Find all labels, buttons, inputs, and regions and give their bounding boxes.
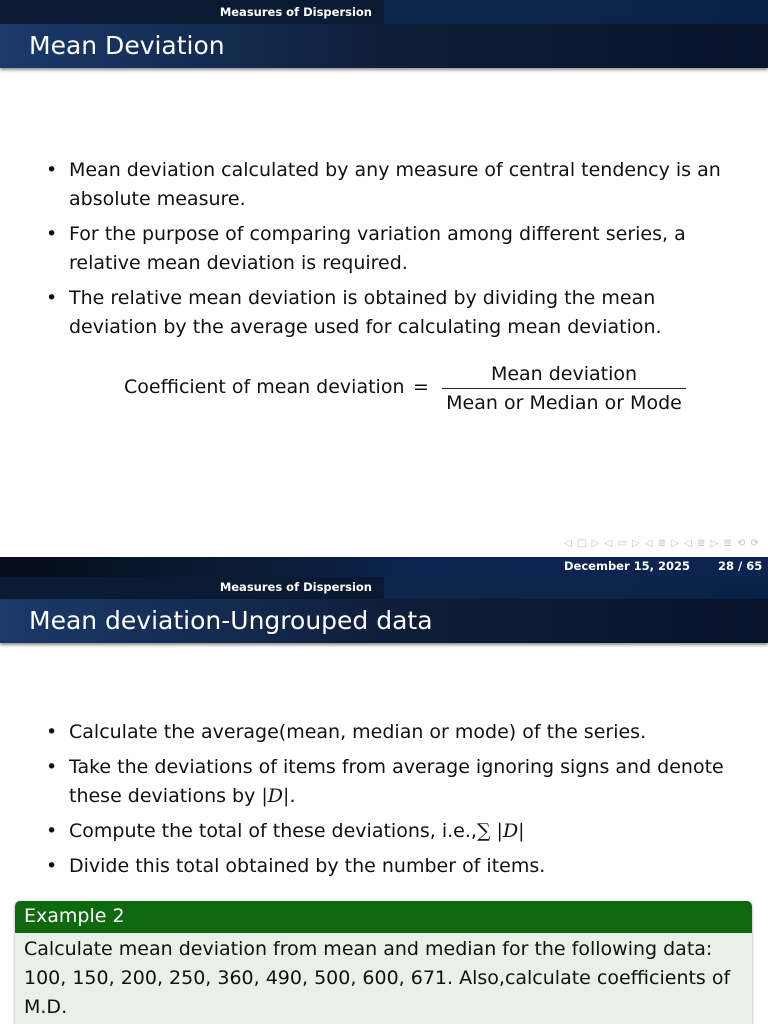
abs-d-symbol: |D| xyxy=(261,785,290,807)
section-title: Measures of Dispersion xyxy=(219,580,372,594)
list-item: • Divide this total obtained by the number of items. xyxy=(48,852,728,881)
frame-title-bar xyxy=(0,24,768,68)
bullet-list-container xyxy=(48,156,728,348)
section-headline xyxy=(0,0,768,24)
beamer-navigation-icons[interactable]: ◁ □ ▷ ◁ ▭ ▷ ◁ ≣ ▷ ◁ ≣ ▷ ≣ ⟲ ⟳ xyxy=(564,538,760,549)
list-item: • Compute the total of these deviations, i.e.,∑ |D| xyxy=(48,817,728,846)
formula-numerator: Mean deviation xyxy=(490,363,638,385)
section-headline xyxy=(0,577,768,599)
sum-abs-d-symbol: ∑ |D| xyxy=(476,820,525,842)
list-item: • For the purpose of comparing variation among different series, a relative mean deviation is required. xyxy=(48,220,728,278)
footer-date: December 15, 2025 xyxy=(564,559,691,573)
formula-lhs: Coefficient of mean deviation xyxy=(124,376,405,398)
section-title: Measures of Dispersion xyxy=(219,5,372,19)
bullet-list-container xyxy=(48,718,728,887)
list-item: • Mean deviation calculated by any measure of central tendency is an absolute measure. xyxy=(48,156,728,214)
formula-denominator: Mean or Median or Mode xyxy=(446,392,682,414)
slide-footer xyxy=(0,557,768,577)
bullet-list xyxy=(48,156,728,342)
frame-title-bar xyxy=(0,599,768,643)
example-block xyxy=(15,901,752,1024)
example-title: Example 2 xyxy=(15,901,752,933)
coefficient-formula xyxy=(124,360,704,420)
list-item: • Calculate the average(mean, median or mode) of the series. xyxy=(48,718,728,747)
slide-29 xyxy=(0,577,768,1024)
list-item: • The relative mean deviation is obtained by dividing the mean deviation by the average used for calculating mean deviation. xyxy=(48,284,728,342)
footer-page-number: 28 / 65 xyxy=(718,559,763,573)
formula-fraction xyxy=(440,360,688,417)
frame-title: Mean deviation-Ungrouped data xyxy=(29,606,433,635)
frame-title: Mean Deviation xyxy=(29,31,225,60)
formula-equals: = xyxy=(413,376,429,398)
example-body: Calculate mean deviation from mean and median for the following data: 100, 150, 200, 250, 360, 490, 500, 600, 671. Also,calculate coefficients of M.D. xyxy=(15,933,752,1024)
list-item: • Take the deviations of items from average ignoring signs and denote these deviations by |D|. xyxy=(48,753,728,811)
bullet-list xyxy=(48,718,728,881)
